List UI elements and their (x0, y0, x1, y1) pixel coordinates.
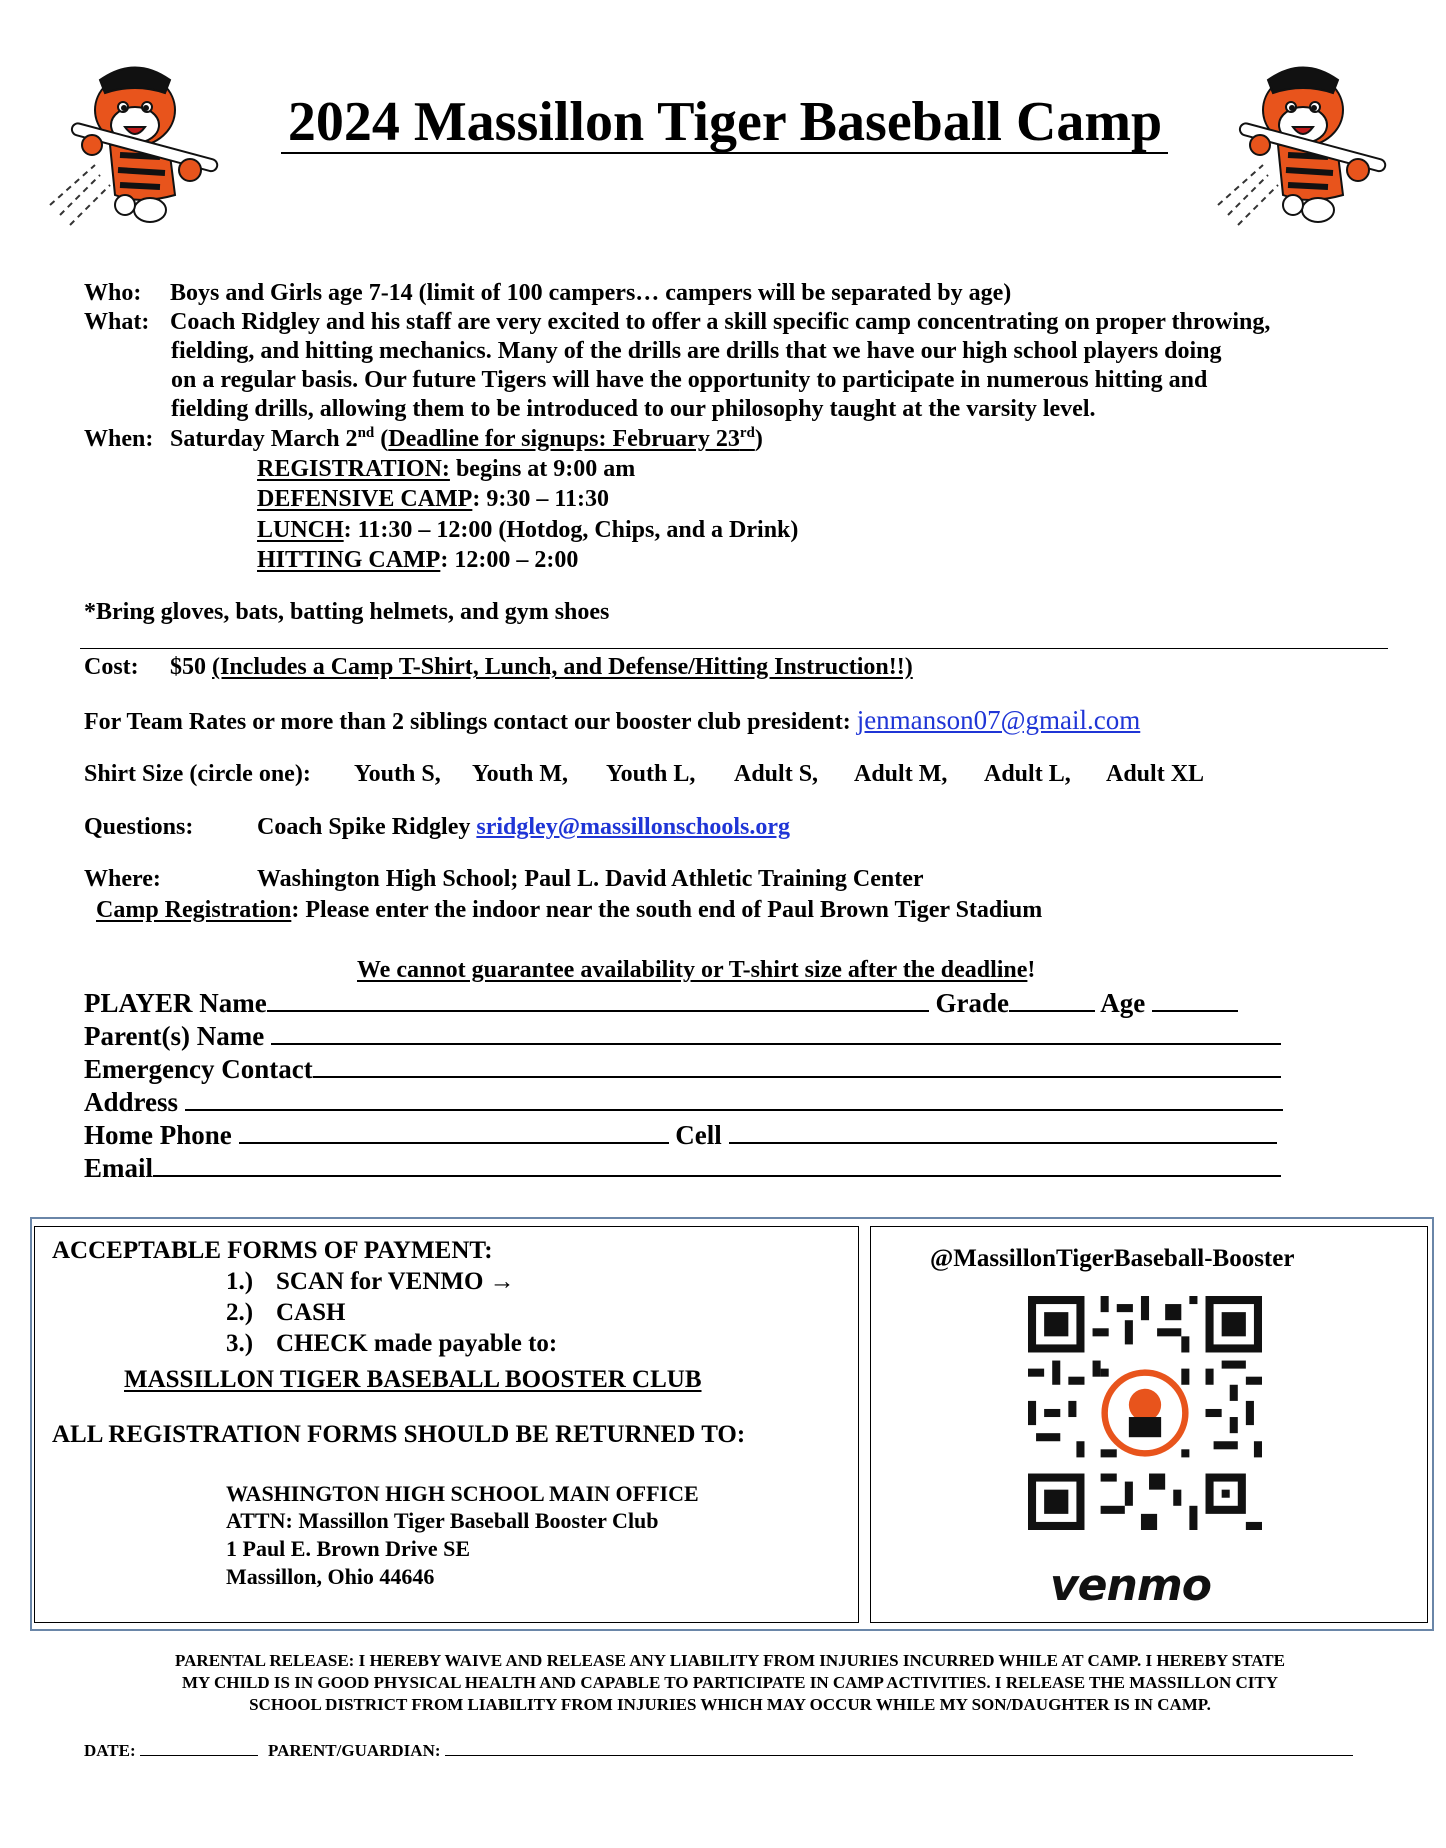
coach-email-link[interactable]: sridgley@massillonschools.org (476, 814, 791, 840)
page-title: 2024 Massillon Tiger Baseball Camp (287, 91, 1163, 153)
grade-label: Grade (935, 988, 1010, 1018)
payment-option-text: CASH (276, 1299, 346, 1326)
guarantee-text: We cannot guarantee availability or T-shirt size after the deadline (357, 957, 1028, 983)
shirt-size-option[interactable]: Adult M, (854, 761, 948, 787)
schedule-name: HITTING CAMP (257, 547, 441, 573)
guardian-signature-field[interactable] (445, 1740, 1353, 1756)
questions-label: Questions: (84, 814, 194, 840)
what-line: fielding, and hitting mechanics. Many of the drills are drills that we have our high school players doing (171, 338, 1222, 364)
who-label: Who: (84, 280, 142, 306)
schedule-item (257, 545, 578, 575)
where-label: Where: (84, 866, 161, 892)
what-line: fielding drills, allowing them to be introduced to our philosophy taught at the varsity level. (171, 396, 1096, 422)
tiger-mascot-icon (40, 45, 220, 235)
qr-code-icon[interactable] (1028, 1296, 1262, 1530)
payment-option-num: 3.) (226, 1330, 254, 1357)
check-payee (124, 1365, 702, 1395)
divider (80, 648, 1388, 649)
age-label: Age (1100, 988, 1146, 1018)
deadline-close: ) (754, 426, 763, 452)
home-phone-field[interactable] (239, 1118, 669, 1144)
parent-name-field[interactable] (271, 1019, 1281, 1045)
date-field[interactable] (140, 1740, 258, 1756)
shirt-size-option[interactable]: Youth S, (354, 761, 441, 787)
where-row (84, 864, 924, 894)
schedule-item (257, 454, 635, 484)
address-label: Address (84, 1087, 179, 1117)
parental-release (80, 1650, 1380, 1716)
release-line: SCHOOL DISTRICT FROM LIABILITY FROM INJURIES WHICH MAY OCCUR WHILE MY SON/DAUGHTER IS IN CAMP. (249, 1695, 1211, 1714)
payment-option (226, 1329, 557, 1359)
schedule-name: REGISTRATION: (257, 456, 450, 482)
camp-registration-row (96, 895, 1042, 925)
phone-row (84, 1118, 1277, 1151)
shirt-size-option[interactable]: Adult XL (1106, 761, 1205, 787)
emergency-contact-label: Emergency Contact (84, 1054, 313, 1084)
return-address-line: WASHINGTON HIGH SCHOOL MAIN OFFICE (226, 1481, 699, 1506)
payment-option (226, 1298, 345, 1328)
payment-option-text: SCAN for VENMO → (276, 1268, 515, 1295)
address-field[interactable] (185, 1085, 1283, 1111)
what-line: on a regular basis. Our future Tigers will have the opportunity to participate in numerous hitting and (171, 367, 1208, 393)
schedule-item (257, 484, 609, 514)
shirt-size-option[interactable]: Adult L, (984, 761, 1071, 787)
venmo-logo: venmo (1050, 1560, 1211, 1611)
shirt-size-label: Shirt Size (circle one): (84, 761, 311, 787)
release-line: MY CHILD IS IN GOOD PHYSICAL HEALTH AND CAPABLE TO PARTICIPATE IN CAMP ACTIVITIES. I RELEASE THE MASSILLON CITY (182, 1673, 1278, 1692)
email-field[interactable] (153, 1151, 1281, 1177)
shirt-size-row (84, 759, 1204, 789)
email-row (84, 1151, 1281, 1184)
guardian-row (268, 1740, 1353, 1762)
payment-option-num: 1.) (226, 1268, 254, 1295)
tiger-mascot-icon (1208, 45, 1388, 235)
payment-option (226, 1267, 515, 1297)
player-name-field[interactable] (267, 986, 929, 1012)
shirt-size-option[interactable]: Youth M, (472, 761, 569, 787)
parent-name-label: Parent(s) Name (84, 1021, 265, 1051)
cell-label: Cell (675, 1120, 722, 1150)
cell-field[interactable] (729, 1118, 1277, 1144)
deadline-open: ( (380, 426, 389, 452)
email-label: Email (84, 1153, 154, 1183)
what-row (84, 307, 1270, 337)
player-name-label: PLAYER Name (84, 988, 267, 1018)
coach-name: Coach Spike Ridgley (257, 814, 477, 840)
deadline-suffix: rd (739, 425, 755, 441)
date-row (84, 1740, 258, 1762)
when-date-suffix: nd (357, 425, 375, 441)
camp-registration-text: : Please enter the indoor near the south end of Paul Brown Tiger Stadium (291, 897, 1043, 923)
address-row (84, 1085, 1283, 1118)
cost-label: Cost: (84, 654, 139, 680)
schedule-detail: begins at 9:00 am (449, 456, 636, 482)
questions-row (84, 812, 790, 842)
payee-name: MASSILLON TIGER BASEBALL BOOSTER CLUB (124, 1366, 702, 1393)
grade-field[interactable] (1009, 986, 1095, 1012)
title-underline (281, 152, 1168, 154)
return-address-line: 1 Paul E. Brown Drive SE (226, 1536, 471, 1561)
player-name-row (84, 986, 1238, 1019)
cost-includes: (Includes a Camp T-Shirt, Lunch, and Defense/Hitting Instruction!!) (212, 654, 913, 680)
emergency-contact-field[interactable] (313, 1052, 1281, 1078)
camp-registration-label: Camp Registration (96, 897, 292, 923)
home-phone-label: Home Phone (84, 1120, 232, 1150)
who-text: Boys and Girls age 7-14 (limit of 100 campers… campers will be separated by age) (170, 280, 1012, 306)
schedule-detail: : 9:30 – 11:30 (472, 486, 609, 512)
shirt-size-option[interactable]: Adult S, (734, 761, 819, 787)
what-label: What: (84, 309, 150, 335)
schedule-detail: : 12:00 – 2:00 (440, 547, 579, 573)
guarantee-notice (357, 955, 1035, 985)
schedule-detail: : 11:30 – 12:00 (Hotdog, Chips, and a Drink) (343, 517, 799, 543)
where-text: Washington High School; Paul L. David Athletic Training Center (257, 866, 924, 892)
signup-deadline: Deadline for signups: February 23 (388, 426, 740, 452)
payment-option-text: CHECK made payable to: (276, 1330, 558, 1357)
payment-heading: ACCEPTABLE FORMS OF PAYMENT: (52, 1237, 493, 1264)
team-rates-row (84, 705, 1140, 737)
schedule-name: DEFENSIVE CAMP (257, 486, 473, 512)
president-email-link[interactable]: jenmanson07@gmail.com (856, 705, 1141, 735)
return-address-line: ATTN: Massillon Tiger Baseball Booster Club (226, 1508, 659, 1533)
release-line: PARENTAL RELEASE: I HEREBY WAIVE AND RELEASE ANY LIABILITY FROM INJURIES INCURRED WHILE AT CAMP. I HEREBY STATE (175, 1651, 1285, 1670)
schedule-item (257, 515, 798, 545)
cost-amount: $50 (170, 654, 212, 680)
guardian-label: PARENT/GUARDIAN: (268, 1741, 441, 1760)
schedule-name: LUNCH (257, 517, 344, 543)
team-rates-text: For Team Rates or more than 2 siblings contact our booster club president: (84, 709, 857, 735)
what-line: Coach Ridgley and his staff are very excited to offer a skill specific camp concentrating on proper throwing, (170, 309, 1271, 335)
emergency-contact-row (84, 1052, 1281, 1085)
return-address-line: Massillon, Ohio 44646 (226, 1564, 435, 1589)
return-heading: ALL REGISTRATION FORMS SHOULD BE RETURNED TO: (52, 1421, 746, 1448)
bring-note: *Bring gloves, bats, batting helmets, and gym shoes (84, 599, 610, 625)
cost-row (84, 652, 913, 682)
when-label: When: (84, 426, 154, 452)
date-label: DATE: (84, 1741, 136, 1760)
age-field[interactable] (1152, 986, 1238, 1012)
when-date: Saturday March 2 (170, 426, 358, 452)
when-row (84, 424, 763, 454)
shirt-size-option[interactable]: Youth L, (606, 761, 696, 787)
guarantee-bang: ! (1027, 957, 1036, 983)
payment-option-num: 2.) (226, 1299, 254, 1326)
who-row (84, 278, 1011, 308)
venmo-handle: @MassillonTigerBaseball-Booster (930, 1245, 1295, 1272)
parent-name-row (84, 1019, 1281, 1052)
